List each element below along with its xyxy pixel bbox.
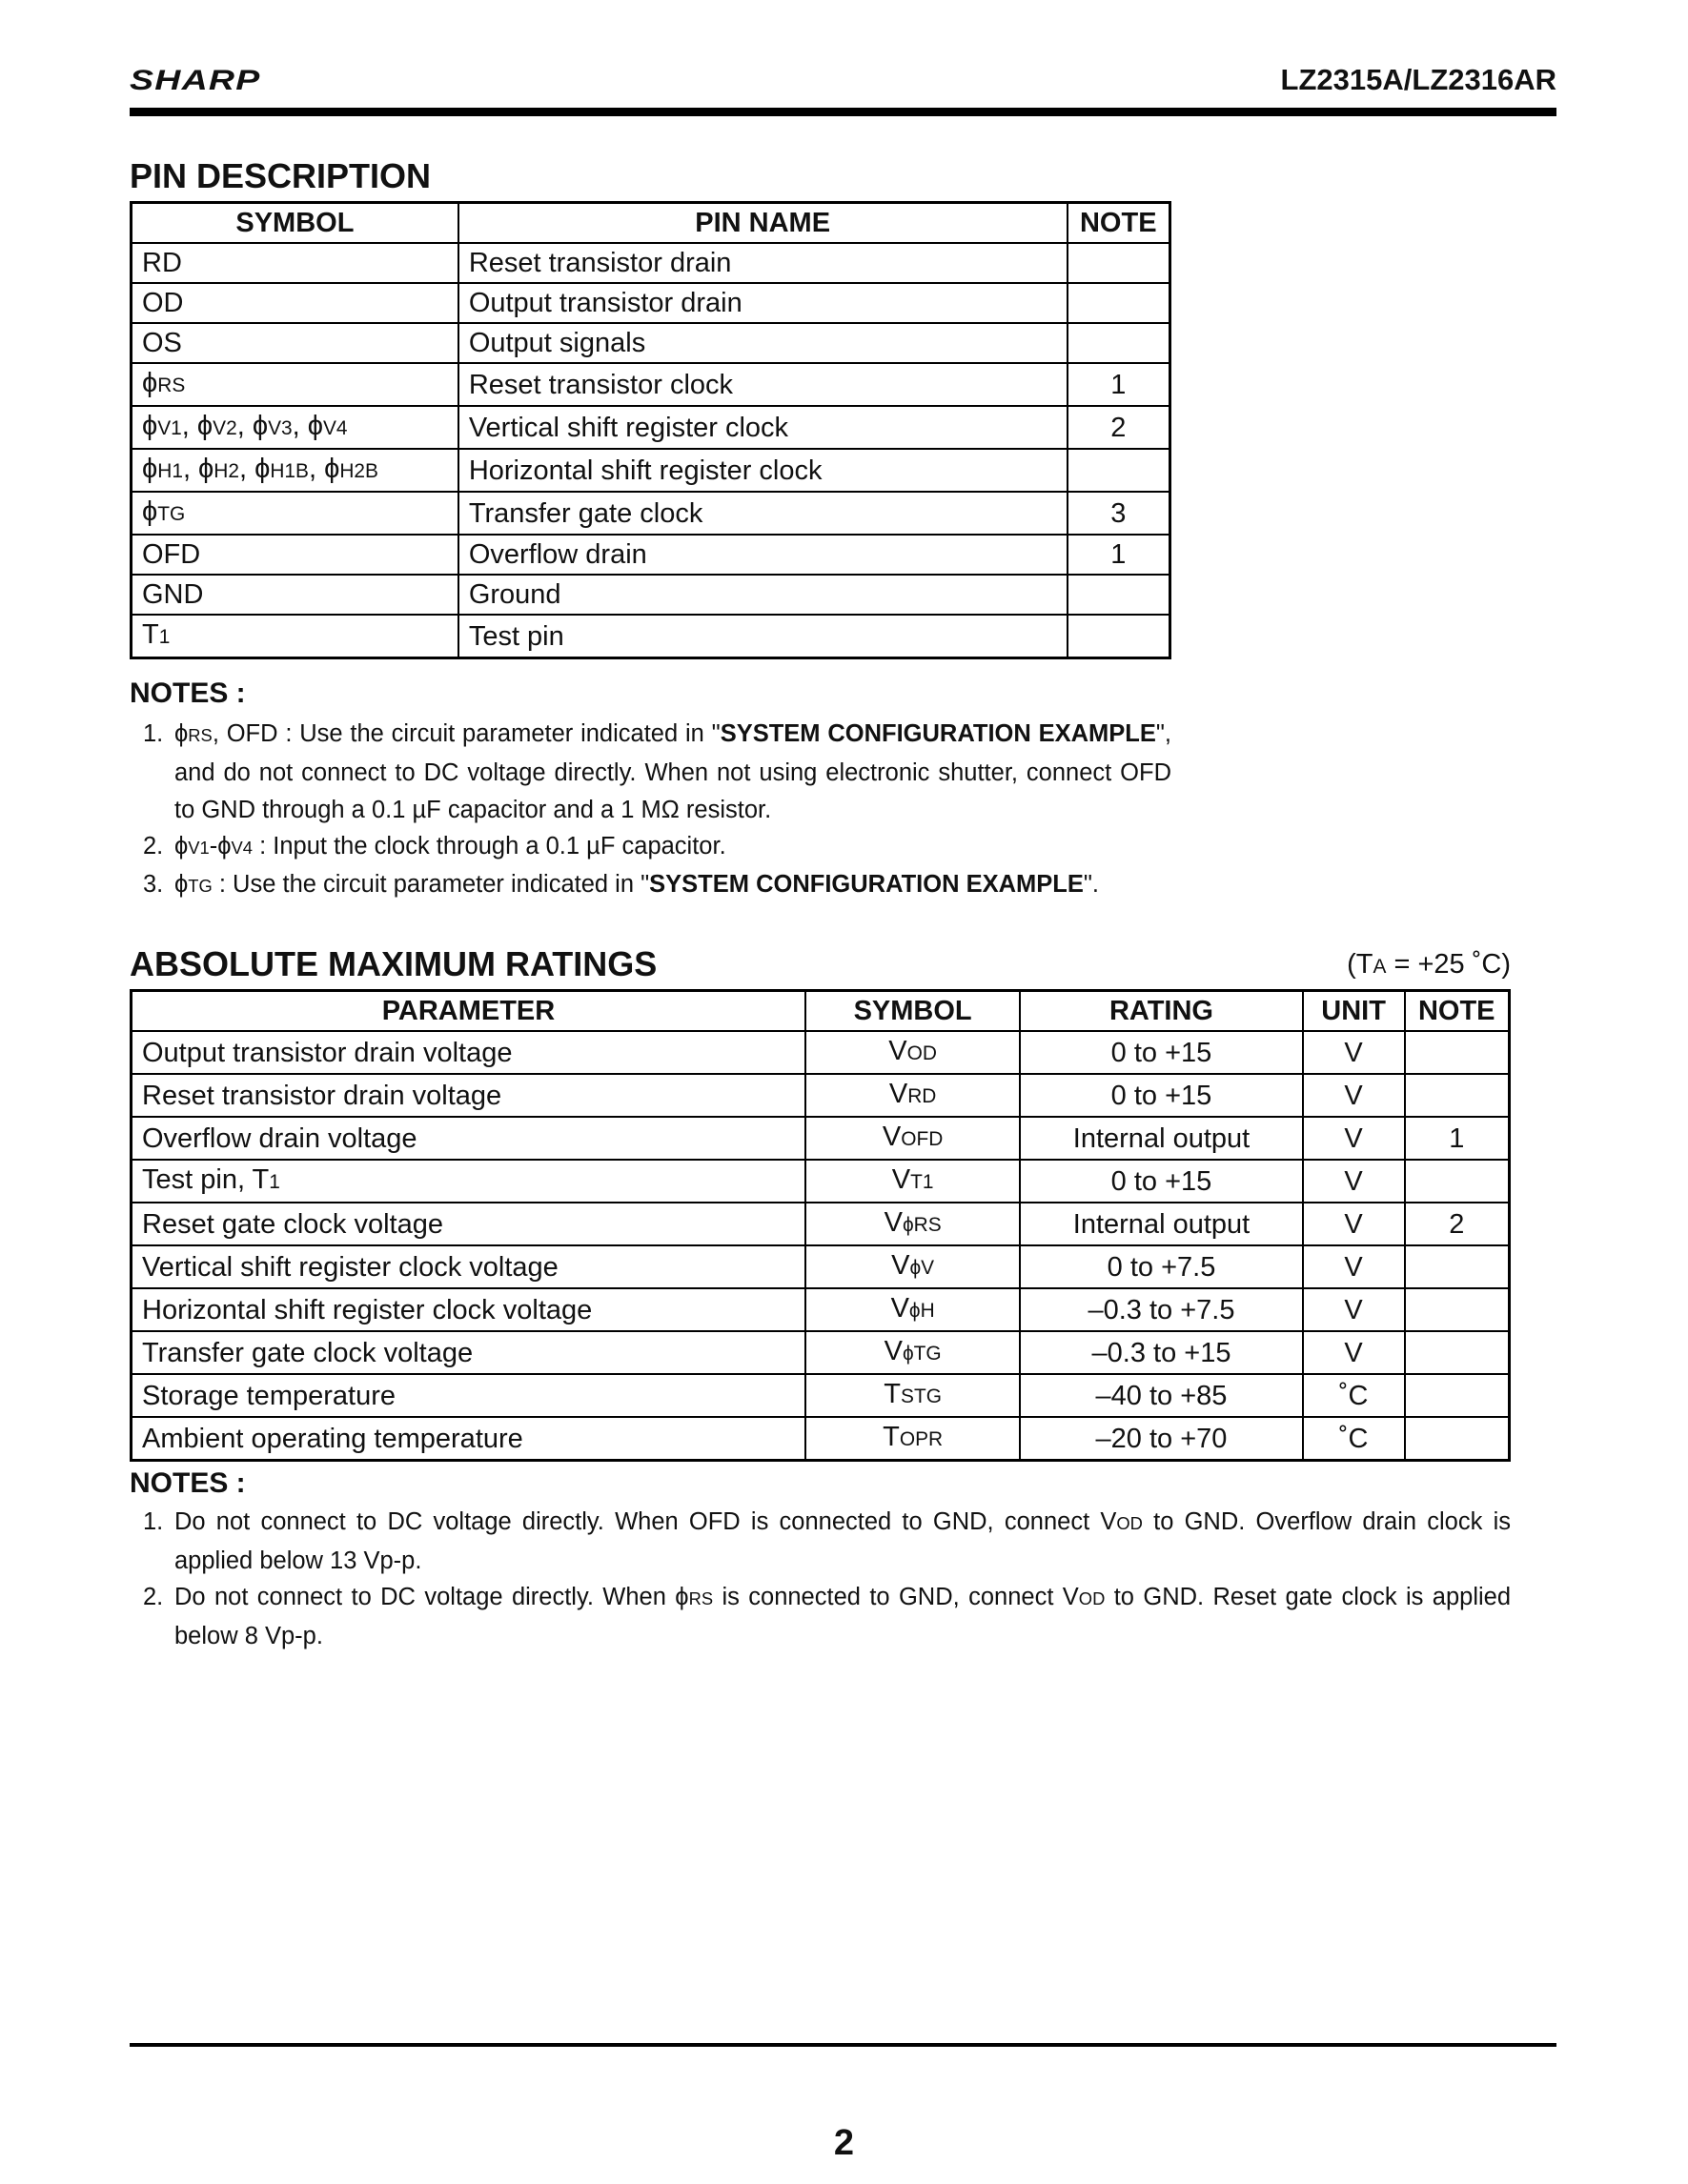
absolute-max-table — [130, 989, 1511, 1462]
pin-name-cell: Output signals — [458, 323, 1068, 363]
symbol-cell: OS — [132, 323, 458, 363]
unit-cell: V — [1303, 1031, 1405, 1074]
subscript: ϕTG — [902, 1343, 942, 1365]
note-cell: 3 — [1068, 492, 1170, 535]
column-header: NOTE — [1068, 203, 1170, 244]
amr-notes-title: NOTES : — [130, 1467, 246, 1499]
column-header: UNIT — [1303, 991, 1405, 1032]
note-cell — [1405, 1074, 1510, 1117]
table-row — [132, 1160, 1510, 1203]
symbol-cell: RD — [132, 243, 458, 283]
subscript: H1B — [270, 460, 309, 482]
note-text: Do not connect to DC voltage directly. When OFD is connected to GND, connect VOD to GND. Overflow drain clock is applied below 13 Vp-p. — [174, 1508, 1511, 1574]
column-header: SYMBOL — [805, 991, 1020, 1032]
table-row — [132, 363, 1170, 406]
note-item — [143, 828, 1171, 867]
column-header: RATING — [1020, 991, 1302, 1032]
pin-description-table — [130, 201, 1171, 659]
subscript: T1 — [910, 1171, 934, 1193]
table-row — [132, 1288, 1510, 1331]
pin-name-cell: Vertical shift register clock — [458, 406, 1068, 449]
note-text: ϕV1-ϕV4 : Input the clock through a 0.1 µF capacitor. — [174, 833, 726, 859]
table-row — [132, 1245, 1510, 1288]
note-cell: 1 — [1405, 1117, 1510, 1160]
rating-cell: –40 to +85 — [1020, 1374, 1302, 1417]
note-number: 2. — [143, 833, 164, 859]
symbol-cell: VT1 — [805, 1160, 1020, 1203]
rating-cell: Internal output — [1020, 1203, 1302, 1245]
unit-cell: V — [1303, 1074, 1405, 1117]
unit-cell: V — [1303, 1288, 1405, 1331]
note-cell — [1068, 323, 1170, 363]
table-row — [132, 535, 1170, 575]
symbol-cell: VOD — [805, 1031, 1020, 1074]
pin-name-cell: Overflow drain — [458, 535, 1068, 575]
rating-cell: 0 to +15 — [1020, 1160, 1302, 1203]
subscript: V1 — [157, 417, 182, 439]
table-row — [132, 1203, 1510, 1245]
note-cell — [1068, 283, 1170, 323]
symbol-cell: ϕH1, ϕH2, ϕH1B, ϕH2B — [132, 449, 458, 492]
rating-cell: 0 to +7.5 — [1020, 1245, 1302, 1288]
symbol-cell: VOFD — [805, 1117, 1020, 1160]
symbol-cell: TSTG — [805, 1374, 1020, 1417]
unit-cell: V — [1303, 1245, 1405, 1288]
note-cell — [1068, 575, 1170, 615]
subscript: TG — [157, 503, 186, 525]
pin-name-cell: Transfer gate clock — [458, 492, 1068, 535]
table-row — [132, 615, 1170, 658]
symbol-cell: TOPR — [805, 1417, 1020, 1461]
parameter-cell: Reset transistor drain voltage — [132, 1074, 805, 1117]
rating-cell: 0 to +15 — [1020, 1031, 1302, 1074]
subscript: TG — [188, 876, 213, 896]
parameter-cell: Storage temperature — [132, 1374, 805, 1417]
parameter-cell: Reset gate clock voltage — [132, 1203, 805, 1245]
note-text: Do not connect to DC voltage directly. When ϕRS is connected to GND, connect VOD to GND. Reset gate clock is applied below 8 Vp-p. — [174, 1584, 1512, 1649]
note-item — [143, 1504, 1511, 1580]
rating-cell: –20 to +70 — [1020, 1417, 1302, 1461]
rating-cell: 0 to +15 — [1020, 1074, 1302, 1117]
table-row — [132, 323, 1170, 363]
note-cell — [1405, 1374, 1510, 1417]
parameter-cell: Horizontal shift register clock voltage — [132, 1288, 805, 1331]
symbol-cell: T1 — [132, 615, 458, 658]
table-row — [132, 1331, 1510, 1374]
subscript: RS — [157, 374, 186, 396]
unit-cell: ˚C — [1303, 1417, 1405, 1461]
note-cell — [1405, 1031, 1510, 1074]
parameter-cell: Vertical shift register clock voltage — [132, 1245, 805, 1288]
column-header: PIN NAME — [458, 203, 1068, 244]
subscript: V2 — [213, 417, 237, 439]
symbol-cell: ϕRS — [132, 363, 458, 406]
parameter-cell: Output transistor drain voltage — [132, 1031, 805, 1074]
note-cell — [1068, 615, 1170, 658]
parameter-cell: Overflow drain voltage — [132, 1117, 805, 1160]
column-header: NOTE — [1405, 991, 1510, 1032]
subscript: H2 — [214, 460, 239, 482]
parameter-cell: Ambient operating temperature — [132, 1417, 805, 1461]
table-row — [132, 492, 1170, 535]
unit-cell: V — [1303, 1203, 1405, 1245]
symbol-cell: GND — [132, 575, 458, 615]
subscript: OD — [906, 1042, 937, 1064]
note-item — [143, 716, 1171, 830]
table-row — [132, 1031, 1510, 1074]
note-number: 2. — [143, 1584, 164, 1610]
pin-name-cell: Horizontal shift register clock — [458, 449, 1068, 492]
symbol-cell: VϕRS — [805, 1203, 1020, 1245]
symbol-cell: VϕTG — [805, 1331, 1020, 1374]
note-text: ϕTG : Use the circuit parameter indicated in "SYSTEM CONFIGURATION EXAMPLE". — [174, 871, 1099, 898]
parameter-cell: Transfer gate clock voltage — [132, 1331, 805, 1374]
pin-name-cell: Ground — [458, 575, 1068, 615]
symbol-cell: OD — [132, 283, 458, 323]
subscript: OD — [1078, 1588, 1106, 1608]
sharp-logo: SHARP — [130, 65, 261, 96]
note-number: 1. — [143, 720, 164, 747]
parameter-cell: Test pin, T1 — [132, 1160, 805, 1203]
subscript: 1 — [269, 1171, 280, 1193]
unit-cell: V — [1303, 1331, 1405, 1374]
note-cell — [1405, 1288, 1510, 1331]
subscript: V1 — [188, 838, 210, 858]
table-row — [132, 1417, 1510, 1461]
rating-cell: –0.3 to +15 — [1020, 1331, 1302, 1374]
table-row — [132, 1074, 1510, 1117]
subscript: H2B — [339, 460, 378, 482]
symbol-cell: VϕH — [805, 1288, 1020, 1331]
symbol-cell: VRD — [805, 1074, 1020, 1117]
note-cell: 1 — [1068, 363, 1170, 406]
column-header: SYMBOL — [132, 203, 458, 244]
pin-name-cell: Test pin — [458, 615, 1068, 658]
note-cell — [1068, 243, 1170, 283]
subscript: ϕRS — [902, 1214, 942, 1236]
symbol-cell: ϕV1, ϕV2, ϕV3, ϕV4 — [132, 406, 458, 449]
table-row — [132, 283, 1170, 323]
subscript: A — [1373, 956, 1387, 978]
note-cell: 1 — [1068, 535, 1170, 575]
subscript: ϕV — [909, 1257, 935, 1279]
subscript: OFD — [901, 1128, 944, 1150]
pin-description-title: PIN DESCRIPTION — [130, 156, 432, 195]
table-row — [132, 243, 1170, 283]
table-row — [132, 1374, 1510, 1417]
table-row — [132, 575, 1170, 615]
model-number: LZ2315A/LZ2316AR — [1280, 63, 1556, 96]
table-header-row — [132, 203, 1170, 244]
note-cell: 2 — [1405, 1203, 1510, 1245]
note-item — [143, 1579, 1512, 1655]
subscript: OPR — [899, 1428, 944, 1450]
footer-rule — [130, 2043, 1556, 2047]
subscript: V4 — [322, 417, 348, 439]
table-row — [132, 449, 1170, 492]
rating-cell: Internal output — [1020, 1117, 1302, 1160]
subscript: STG — [901, 1385, 942, 1407]
symbol-cell: ϕTG — [132, 492, 458, 535]
subscript: OD — [1116, 1513, 1143, 1533]
subscript: H1 — [157, 460, 183, 482]
table-row — [132, 1117, 1510, 1160]
note-cell — [1405, 1331, 1510, 1374]
page-number: 2 — [833, 2123, 855, 2163]
table-row — [132, 406, 1170, 449]
note-cell — [1405, 1417, 1510, 1461]
pin-name-cell: Output transistor drain — [458, 283, 1068, 323]
unit-cell: V — [1303, 1117, 1405, 1160]
temperature-condition: (TA = +25 ˚C) — [1347, 949, 1511, 980]
note-item — [143, 866, 1171, 905]
note-cell — [1405, 1160, 1510, 1203]
bold-text: SYSTEM CONFIGURATION EXAMPLE — [720, 720, 1156, 747]
unit-cell: V — [1303, 1160, 1405, 1203]
note-cell — [1405, 1245, 1510, 1288]
subscript: V4 — [231, 838, 254, 858]
subscript: ϕH — [908, 1300, 935, 1322]
subscript: RS — [188, 725, 213, 745]
header-rule — [130, 108, 1556, 116]
subscript: RD — [907, 1085, 937, 1107]
table-header-row — [132, 991, 1510, 1032]
absolute-max-title: ABSOLUTE MAXIMUM RATINGS — [130, 944, 658, 983]
note-cell — [1068, 449, 1170, 492]
note-cell: 2 — [1068, 406, 1170, 449]
rating-cell: –0.3 to +7.5 — [1020, 1288, 1302, 1331]
column-header: PARAMETER — [132, 991, 805, 1032]
symbol-cell: VϕV — [805, 1245, 1020, 1288]
bold-text: SYSTEM CONFIGURATION EXAMPLE — [649, 871, 1084, 898]
pin-name-cell: Reset transistor drain — [458, 243, 1068, 283]
note-number: 1. — [143, 1508, 164, 1535]
unit-cell: ˚C — [1303, 1374, 1405, 1417]
note-text: ϕRS, OFD : Use the circuit parameter indicated in "SYSTEM CONFIGURATION EXAMPLE", and do not connect to DC voltage directly. When not using electronic shutter, connect OFD to GND through a 0.1 µF capacitor and a 1 MΩ resistor. — [174, 720, 1171, 823]
subscript: V3 — [268, 417, 293, 439]
note-number: 3. — [143, 871, 164, 898]
symbol-cell: OFD — [132, 535, 458, 575]
pin-notes-title: NOTES : — [130, 677, 246, 709]
subscript: 1 — [158, 626, 171, 648]
pin-name-cell: Reset transistor clock — [458, 363, 1068, 406]
subscript: RS — [688, 1588, 714, 1608]
